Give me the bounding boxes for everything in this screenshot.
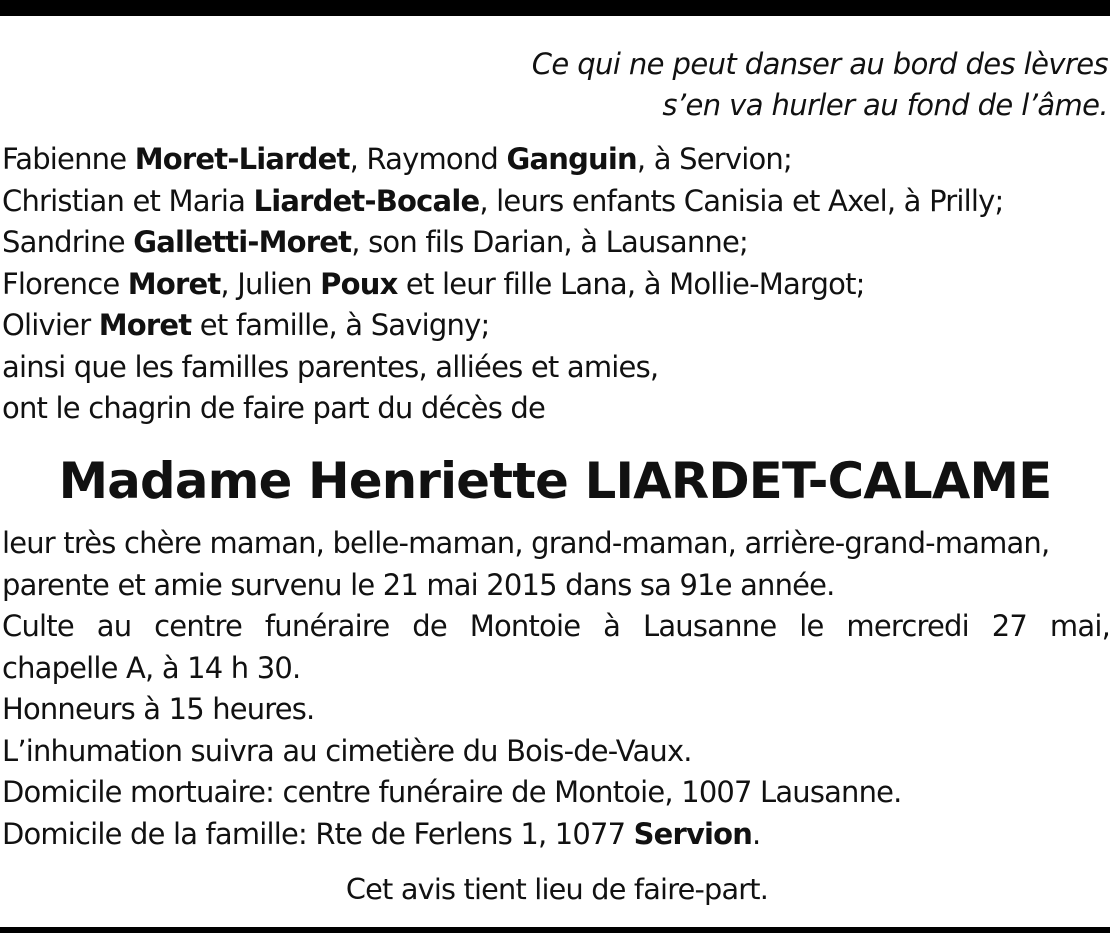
family-line: [2, 305, 1003, 347]
family-list: [2, 139, 1003, 430]
body-line: parente et amie survenu le 21 mai 2015 dans sa 91e année.: [2, 567, 835, 602]
body-line: leur très chère maman, belle-maman, grand-maman, arrière-grand-maman,: [2, 526, 1050, 560]
family-line: [2, 139, 1003, 181]
epigraph-quote: [532, 44, 1108, 126]
family-line: [2, 264, 1003, 306]
body-line: chapelle A, à 14 h 30.: [2, 650, 301, 685]
bottom-border-rule: [0, 927, 1110, 933]
text-segment: ainsi que les familles parentes, alliées et amies,: [2, 349, 659, 384]
text-segment: Sandrine: [2, 225, 134, 259]
body-line: Honneurs à 15 heures.: [2, 692, 315, 726]
family-name: Galletti-Moret: [133, 225, 352, 259]
family-line: [2, 388, 1003, 430]
body-line: Domicile mortuaire: centre funéraire de Montoie, 1007 Lausanne.: [2, 775, 902, 809]
family-name: Moret-Liardet: [134, 142, 350, 176]
text-segment: , Julien: [220, 266, 321, 301]
text-segment: , à Servion;: [636, 142, 792, 176]
family-line: [2, 347, 1003, 389]
family-line: [2, 181, 1003, 223]
closing-note: Cet avis tient lieu de faire-part.: [345, 872, 769, 906]
place-name: Servion: [633, 816, 753, 851]
obituary-body: [2, 523, 1110, 855]
top-border-rule: [0, 0, 1110, 16]
text-segment: , Raymond: [349, 142, 507, 176]
text-segment: et leur fille Lana, à Mollie-Margot;: [397, 266, 865, 301]
text-segment: et famille, à Savigny;: [191, 308, 490, 342]
text-segment: , leurs enfants Canisia et Axel, à Prilly;: [479, 183, 1004, 218]
body-line: [2, 814, 1110, 856]
text-segment: , son fils Darian, à Lausanne;: [351, 225, 748, 259]
family-name: Liardet-Bocale: [253, 183, 480, 218]
body-line: L’inhumation suivra au cimetière du Bois-de-Vaux.: [2, 733, 692, 768]
text-segment: Christian et Maria: [2, 183, 254, 218]
text-segment: Olivier: [2, 308, 99, 342]
family-line: [2, 222, 1003, 264]
family-name: Moret: [127, 266, 221, 301]
text-segment: Fabienne: [2, 142, 135, 176]
family-name: Ganguin: [506, 142, 637, 176]
text-segment: .: [752, 816, 761, 851]
deceased-name: Madame Henriette LIARDET-CALAME: [58, 452, 1052, 510]
text-segment: Domicile de la famille: Rte de Ferlens 1, 1077: [2, 816, 634, 851]
body-line: Culte au centre funéraire de Montoie à Lausanne le mercredi 27 mai,: [2, 609, 1110, 643]
family-name: Moret: [98, 308, 192, 342]
epigraph-line-2: s’en va hurler au fond de l’âme.: [662, 88, 1108, 122]
family-name: Poux: [320, 266, 398, 301]
text-segment: Florence: [2, 266, 128, 301]
epigraph-line-1: Ce qui ne peut danser au bord des lèvres: [531, 47, 1108, 81]
text-segment: ont le chagrin de faire part du décès de: [2, 391, 546, 425]
